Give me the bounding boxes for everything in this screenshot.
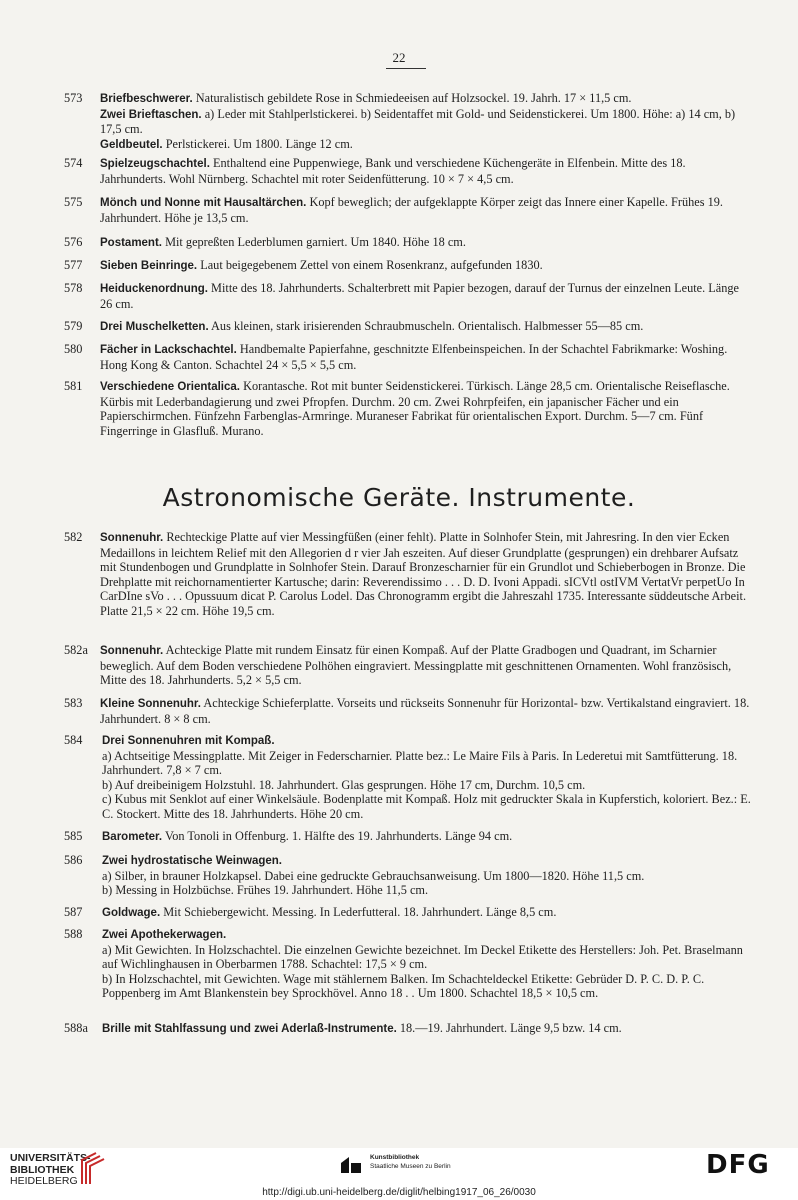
section-heading: Astronomische Geräte. Instrumente. [162, 483, 636, 512]
entry-title: Goldwage. [102, 907, 161, 919]
entry-number: 582 [64, 530, 83, 544]
kb-line-1: Kunstbibliothek [370, 1154, 420, 1161]
entry-title: Fächer in Lackschachtel. [100, 344, 237, 356]
entry-578 [64, 281, 754, 311]
ub-line-2: BIBLIOTHEK [10, 1163, 75, 1176]
entry-number: 585 [64, 829, 83, 843]
entry-577 [64, 258, 754, 274]
entry-title: Sonnenuhr. [100, 645, 164, 657]
entry-number: 582a [64, 643, 88, 657]
entry-subitem: b) Messing in Holzbüchse. Frühes 19. Jahrhundert. Höhe 11,5 cm. [102, 883, 429, 898]
entry-text: Mit gepreßten Lederblumen garniert. Um 1840. Höhe 18 cm. [162, 235, 466, 249]
entry-573 [64, 91, 754, 152]
entry-title: Heiduckenordnung. [100, 283, 208, 295]
entry-number: 577 [64, 258, 83, 272]
entry-title: Briefbeschwerer. [100, 93, 193, 105]
entry-subitem: a) Silber, in brauner Holzkapsel. Dabei eine gedruckte Gebrauchsanweisung. Um 1800—1820. Höhe 11,5 cm. [102, 868, 645, 883]
entry-text: Laut beigegebenem Zettel von einem Rosenkranz, aufgefunden 1830. [197, 258, 543, 272]
entry-number: 576 [64, 235, 83, 249]
entry-text: Mitte des 18. Jahrhunderts. Schalterbrett mit Papier bezogen, darauf der Turnus der einzelnen Leute. Länge 26 cm. [100, 281, 739, 311]
entry-number: 578 [64, 281, 83, 295]
entry-number: 588 [64, 927, 83, 941]
entry-number: 579 [64, 319, 83, 333]
entry-number: 588a [64, 1021, 88, 1035]
ub-line-1: UNIVERSITÄTS- [10, 1152, 91, 1164]
entry-number: 583 [64, 696, 83, 710]
entry-title: Verschiedene Orientalica. [100, 381, 240, 393]
entry-587 [64, 905, 754, 921]
kunstbibliothek-text [370, 1153, 451, 1171]
entry-579 [64, 319, 754, 335]
ub-line-3: HEIDELBERG [10, 1175, 78, 1187]
kb-line-2: Staatliche Museen zu Berlin [370, 1163, 451, 1170]
entry-title: Drei Sonnenuhren mit Kompaß. [102, 735, 275, 747]
entry-586 [64, 853, 754, 898]
entry-text: Perlstickerei. Um 1800. Länge 12 cm. [162, 136, 353, 151]
entry-title: Geldbeutel. [100, 138, 163, 151]
entry-text: Achteckige Platte mit rundem Einsatz für einen Kompaß. Auf der Platte Gradbogen und Quadrant, im Scharnier beweglich. Auf dem Boden verschiedene Polhöhen eingraviert. Messingplatte mit geschnittenen Ornamenten. Wohl französisch, Mitte des 18. Jahrhunderts. 5,2 × 5,5 cm. [100, 643, 732, 688]
entry-574 [64, 156, 754, 186]
entry-585 [64, 829, 754, 845]
entry-text: Achteckige Schieferplatte. Vorseits und rückseits Sonnenuhr für Horizontal- bzw. Vertikalstand eingraviert. 18. Jahrhundert. 8 × 8 cm. [100, 696, 750, 726]
dfg-logo[interactable]: DFG [706, 1150, 770, 1180]
entry-number: 581 [64, 379, 83, 393]
entry-number: 580 [64, 342, 83, 356]
source-url[interactable]: http://digi.ub.uni-heidelberg.de/diglit/helbing1917_06_26/0030 [262, 1187, 536, 1198]
entry-subitem: a) Mit Gewichten. In Holzschachtel. Die einzelnen Gewichte bezeichnet. Im Deckel Etikette des Herstellers: Joh. Pet. Braselmann auf Wichlinghausen in Oberbarmen 1788. Schachtel: 17,5 × 9 cm. [102, 942, 743, 972]
entry-584 [64, 733, 754, 822]
entry-subitem: c) Kubus mit Senklot auf einer Winkelsäule. Bodenplatte mit Kompaß. Holz mit gedruckter Skala in Kupferstich, koloriert. Bez.: E. C. Stockert. Mitte des 18. Jahrhunderts. Höhe 20 cm. [102, 792, 751, 821]
entry-number: 586 [64, 853, 83, 867]
entry-title: Postament. [100, 237, 162, 249]
entry-title: Zwei hydrostatische Weinwagen. [102, 855, 282, 867]
entry-title: Kleine Sonnenuhr. [100, 698, 201, 710]
entry-582a [64, 643, 754, 688]
entry-text: Handbemalte Papierfahne, geschnitzte Elfenbeinspeichen. In der Schachtel Fabrikmarke: Woshing. Hong Kong & Canton. Schachtel 24 × 5,5 × 5,5 cm. [100, 342, 728, 372]
entry-text: 18.—19. Jahrhundert. Länge 9,5 bzw. 14 cm. [396, 1021, 622, 1035]
entry-subitem: b) In Holzschachtel, mit Gewichten. Wage mit stählernem Balken. Im Schachteldeckel Etikette: Gebrüder D. P. C. D. P. C. Poppenberg im Amt Blankenstein bey Sprockhövel. Anno 18 . . Um 1800. Schachtel 18,5 × 10,5 cm. [102, 971, 705, 1001]
entry-title: Sonnenuhr. [100, 532, 164, 544]
entry-580 [64, 342, 754, 372]
entry-title: Zwei Apothekerwagen. [102, 929, 227, 941]
entry-number: 575 [64, 195, 83, 209]
entry-number: 574 [64, 156, 83, 170]
entry-581 [64, 379, 754, 438]
entry-title: Spielzeugschachtel. [100, 158, 210, 170]
entry-number: 573 [64, 91, 83, 105]
entry-583 [64, 696, 754, 726]
entry-title: Zwei Brieftaschen. [100, 108, 202, 121]
entry-588a [64, 1021, 754, 1037]
entry-text: Mit Schiebergewicht. Messing. In Lederfutteral. 18. Jahrhundert. Länge 8,5 cm. [160, 905, 557, 919]
entry-576 [64, 235, 754, 251]
ub-heidelberg-logo-icon [76, 1150, 108, 1186]
entry-number: 587 [64, 905, 83, 919]
entry-text: Korantasche. Rot mit bunter Seidenstickerei. Türkisch. Länge 28,5 cm. Orientalische Reiseflasche. Kürbis mit Lederbandagierung und zwei Pfropfen. Durchm. 20 cm. Zwei Rohrpfeifen, ein japanischer Fächer und ein Papierschirmchen. Fünfzehn Farbenglas-Armringe. Muraneser Fabrikat für orientalischen Export. Durchm. 5—7 cm. Fünf Fingerringe in Glasfluß. Murano. [100, 379, 730, 438]
page-number-rule [386, 68, 426, 69]
entry-text: Naturalistisch gebildete Rose in Schmiedeeisen auf Holzsockel. 19. Jahrh. 17 × 11,5 cm. [192, 91, 632, 105]
entry-text: Kopf beweglich; der aufgeklappte Körper zeigt das Innere einer Kapelle. Frühes 19. Jahrhundert. Höhe je 13,5 cm. [100, 195, 723, 225]
entry-title: Barometer. [102, 831, 163, 843]
entry-subitem: b) Auf dreibeinigem Holzstuhl. 18. Jahrhundert. Glas gesprungen. Höhe 17 cm, Durchm. 10,5 cm. [102, 777, 586, 792]
entry-text: Rechteckige Platte auf vier Messingfüßen (einer fehlt). Platte in Solnhofer Stein, mit Jahresring. In den vier Ecken Medaillons in leichtem Relief mit den Allegorien d r vier Jah eszeiten. Auf dieser Grundplatte (gesprungen) ein drehbarer Aufsatz mit Stundenbogen und Grundplatte in Solnhofer Stein. Darauf Bronzescharnier für ein Grundlot und Schieberbogen in Bronze. Die Drehplatte mit reichornamentierter Kartusche; darin: Reverendissimo . . . D. D. Ivoni Appadi. sICVtl ostIVM VertatVr perpetUo In CarDIne sVo . . . Opussuum dicat P. Carolus Lodel. Das Chronogramm ergibt die Jahreszahl 1735. Interessante süddeutsche Arbeit. Platte 21,5 × 22 cm. Höhe 19,5 cm. [100, 530, 747, 618]
entry-588 [64, 927, 754, 1001]
entry-title: Mönch und Nonne mit Hausaltärchen. [100, 197, 307, 209]
kunstbibliothek-logo-icon [338, 1153, 364, 1177]
entry-575 [64, 195, 754, 225]
entry-title: Drei Muschelketten. [100, 321, 209, 333]
entry-title: Brille mit Stahlfassung und zwei Aderlaß-Instrumente. [102, 1023, 397, 1035]
entry-subitem: a) Achtseitige Messingplatte. Mit Zeiger in Federscharnier. Platte bez.: Le Maire Fils à Paris. In Lederetui mit Samtfütterung. 18. Jahrhundert. 7,8 × 7 cm. [102, 748, 738, 778]
entry-title: Sieben Beinringe. [100, 260, 198, 272]
entry-text: Von Tonoli in Offenburg. 1. Hälfte des 19. Jahrhunderts. Länge 94 cm. [162, 829, 513, 843]
entry-text: Enthaltend eine Puppenwiege, Bank und verschiedene Küchengeräte in Elfenbein. Mitte des 18. Jahrhunderts. Wohl Nürnberg. Schachtel mit roter Seidenfütterung. 10 × 7 × 4,5 cm. [100, 156, 686, 186]
entry-582 [64, 530, 754, 619]
page-number: 22 [392, 50, 406, 65]
entry-text: a) Leder mit Stahlperlstickerei. b) Seidentaffet mit Gold- und Seidenstickerei. Um 1800. Höhe: a) 14 cm, b) 17,5 cm. [100, 106, 736, 137]
entry-text: Aus kleinen, stark irisierenden Schraubmuscheln. Orientalisch. Halbmesser 55—85 cm. [208, 319, 644, 333]
entry-number: 584 [64, 733, 83, 747]
